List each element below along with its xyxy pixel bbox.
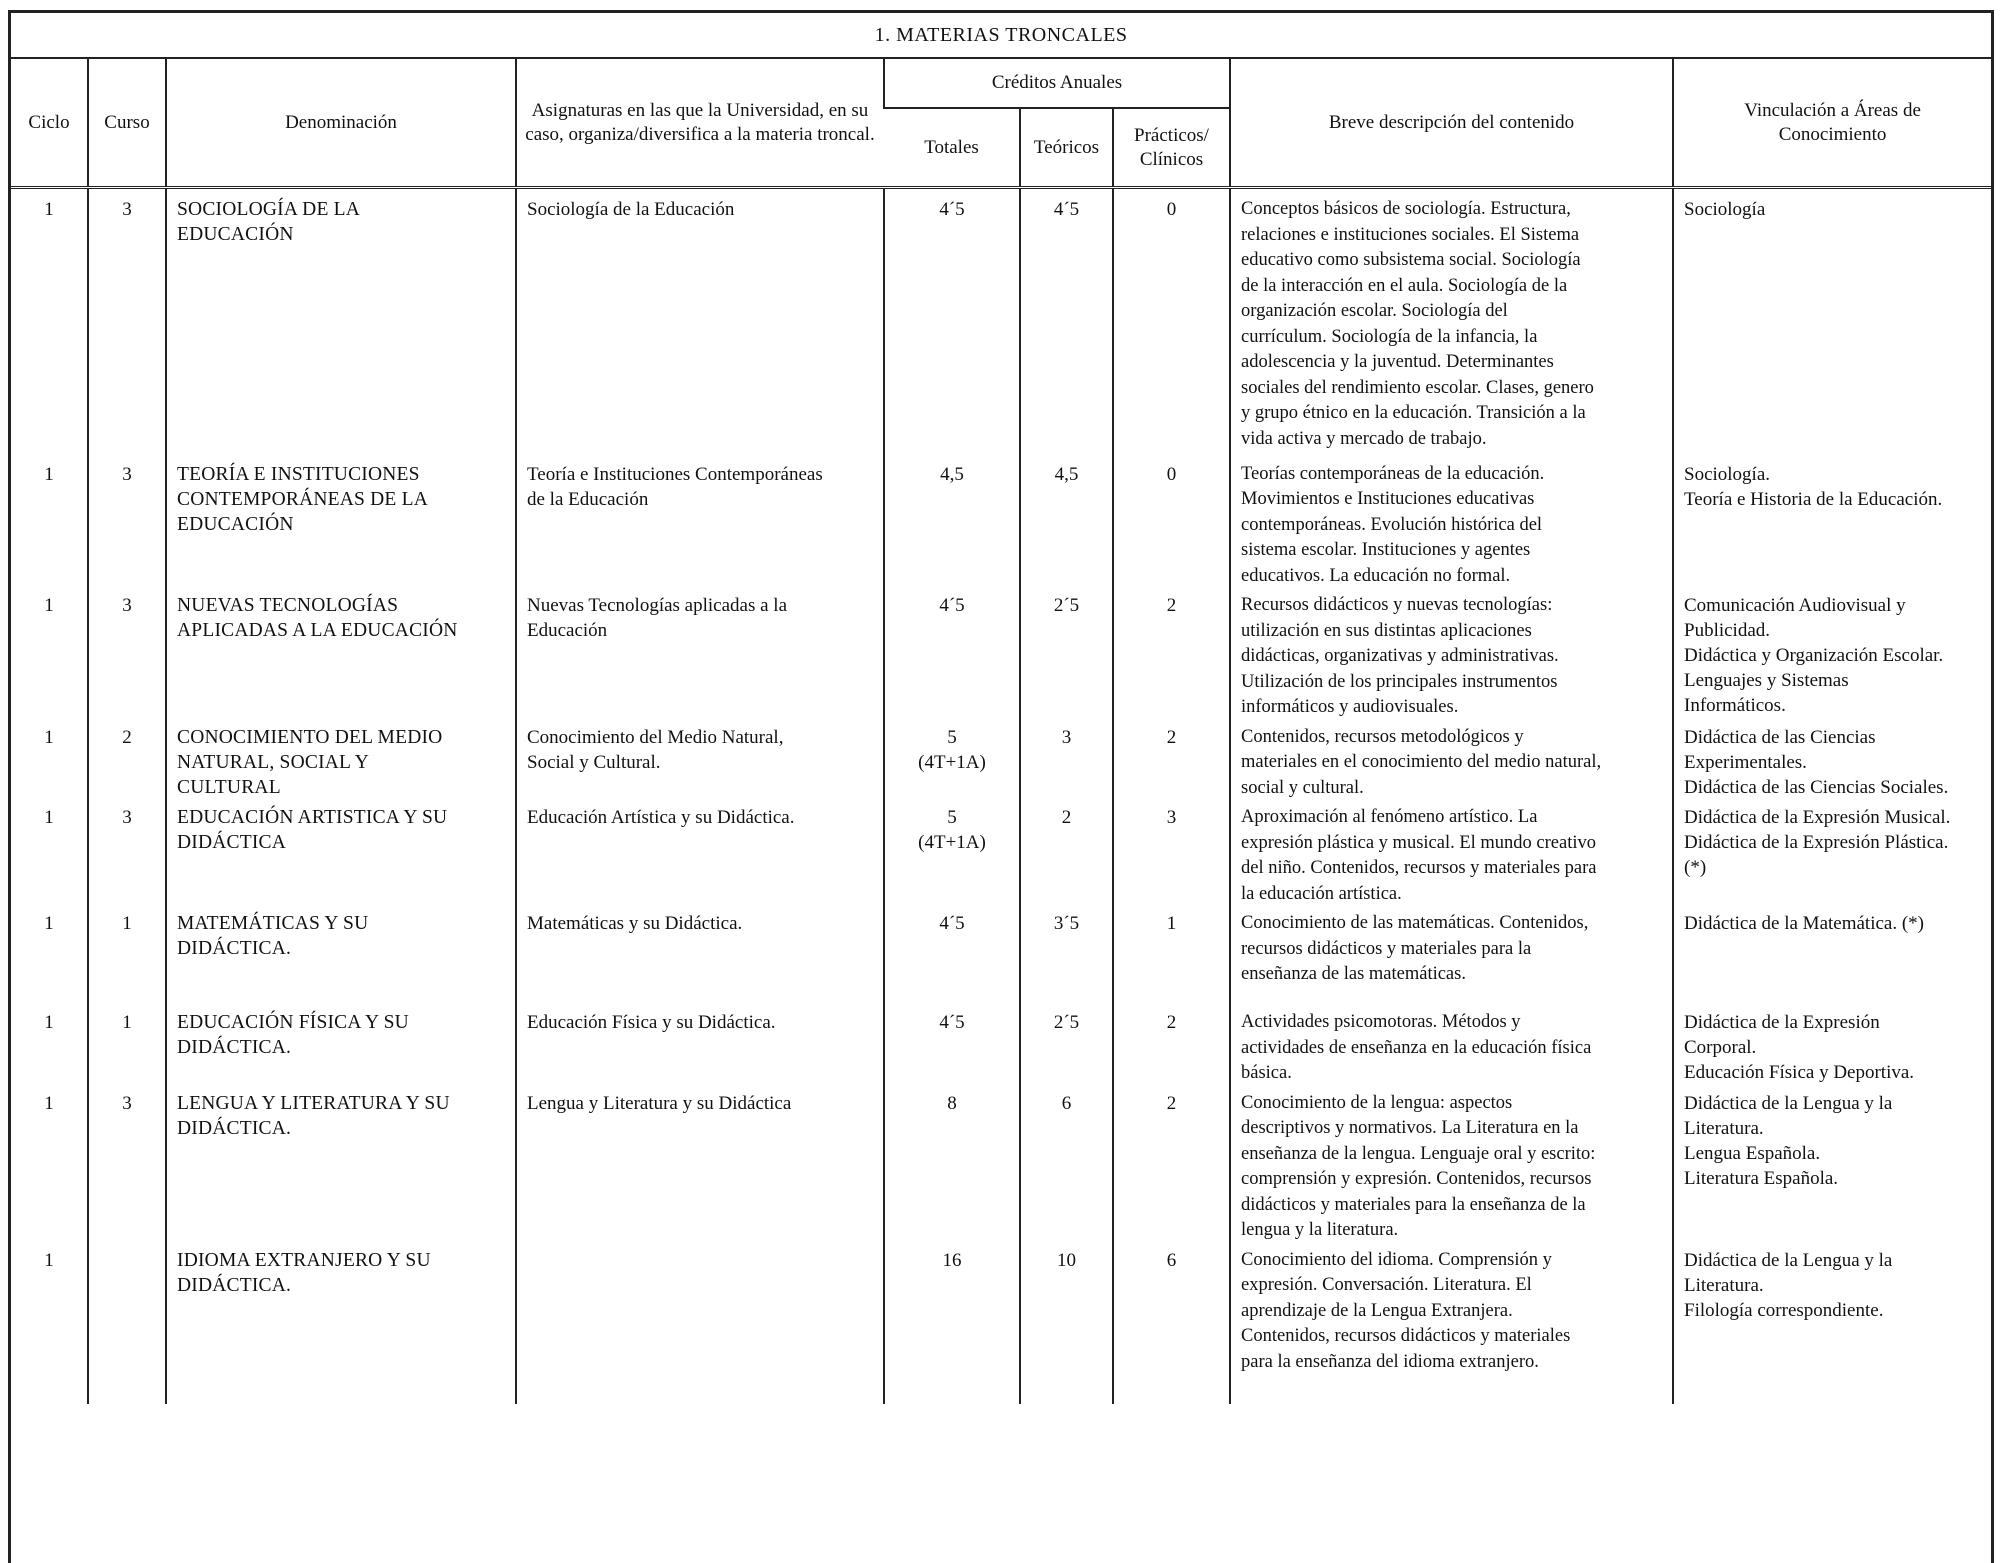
cell-ciclo: 1 [44,726,54,748]
cell-asignaturas-line: Educación Física y su Didáctica. [527,1012,776,1033]
materias-troncales-table [11,13,1991,1404]
cell-descripcion-line: Conocimiento de la lengua: aspectos [1241,1092,1513,1113]
cell-descripcion-line: Conceptos básicos de sociología. Estructura, [1241,199,1571,219]
cell-vinculacion-line: Experimentales. [1684,751,1807,773]
header-teoricos: Teóricos [1020,108,1113,186]
cell-totales [884,458,1020,590]
cell-descripcion [1230,801,1673,907]
cell-curso: 3 [88,1087,166,1244]
cell-vinculacion-line: Lenguajes y Sistemas [1684,670,1849,691]
cell-asignaturas-line: Lengua y Literatura y su Didáctica [527,1092,792,1114]
cell-totales [884,801,1020,907]
cell-asignaturas-line: Sociología de la Educación [527,199,735,220]
cell-asignaturas-line: Nuevas Tecnologías aplicadas a la [527,595,787,616]
cell-descripcion [1230,907,1673,1006]
table-row [11,907,1991,1006]
cell-curso: 1 [88,907,166,1006]
cell-descripcion-line: básica. [1241,1063,1292,1083]
cell-descripcion-line: enseñanza de las matemáticas. [1241,964,1466,984]
cell-descripcion [1230,1244,1673,1404]
cell-teoricos: 3 [1020,721,1113,802]
cell-descripcion-line: organización escolar. Sociología del [1241,301,1508,321]
cell-descripcion-line: didácticos y materiales para la enseñanza de la [1241,1194,1586,1215]
cell-vinculacion-line: Sociología. [1684,463,1771,485]
cell-denominacion [166,907,516,1006]
cell-denominacion-line: DIDÁCTICA. [177,1117,292,1139]
cell-descripcion-line: currículum. Sociología de la infancia, la [1241,326,1538,347]
cell-descripcion-line: educativo como subsistema social. Sociología [1241,250,1581,270]
cell-asignaturas-line: Educación [527,620,608,641]
header-practicos: Prácticos/ Clínicos [1113,108,1230,186]
table-body [11,188,1991,1404]
cell-vinculacion-line: Didáctica y Organización Escolar. [1684,645,1944,666]
cell-totales [884,1087,1020,1244]
cell-denominacion-line: MATEMÁTICAS Y SU [177,913,369,934]
cell-denominacion [166,1087,516,1244]
cell-asignaturas-line: Conocimiento del Medio Natural, [527,726,784,748]
cell-vinculacion-line: Educación Física y Deportiva. [1684,1062,1915,1083]
cell-descripcion-line: contemporáneas. Evolución histórica del [1241,514,1543,535]
cell-descripcion-line: Teorías contemporáneas de la educación. [1241,463,1545,484]
cell-teoricos: 2´5 [1020,589,1113,721]
cell-vinculacion [1673,1087,1991,1244]
header-vinculacion: Vinculación a Áreas de Conocimiento [1673,58,1991,186]
cell-denominacion-line: DIDÁCTICA. [177,1037,292,1058]
cell-denominacion-line: EDUCACIÓN [177,224,294,245]
cell-descripcion-line: descriptivos y normativos. La Literatura en la [1241,1118,1579,1138]
cell-denominacion [166,1244,516,1404]
cell-descripcion-line: recursos didácticos y materiales para la [1241,938,1532,959]
cell-totales [884,907,1020,1006]
cell-denominacion-line: TEORÍA E INSTITUCIONES [177,463,420,485]
cell-ciclo: 1 [44,807,54,828]
cell-descripcion-line: adolescencia y la juventud. Determinantes [1241,352,1554,372]
cell-curso: 3 [88,801,166,907]
cell-descripcion-line: didácticas, organizativas y administrativas. [1241,646,1559,666]
cell-denominacion-line: NATURAL, SOCIAL Y [177,751,370,773]
cell-asignaturas [516,458,884,590]
cell-descripcion-line: Contenidos, recursos didácticos y materiales [1241,1326,1571,1346]
cell-descripcion-line: vida activa y mercado de trabajo. [1241,428,1487,449]
cell-descripcion-line: relaciones e instituciones sociales. El Sistema [1241,224,1580,245]
cell-teoricos: 10 [1020,1244,1113,1404]
cell-teoricos: 2´5 [1020,1006,1113,1087]
cell-descripcion-line: Utilización de los principales instrumentos [1241,671,1558,692]
cell-vinculacion-line: Corporal. [1684,1037,1757,1058]
header-ciclo: Ciclo [28,111,70,133]
cell-vinculacion-line: Literatura. [1684,1117,1764,1139]
cell-vinculacion-line: Didáctica de la Expresión Plástica. [1684,832,1949,853]
cell-asignaturas [516,1087,884,1244]
cell-teoricos: 4´5 [1020,188,1113,458]
cell-descripcion-line: informáticos y audiovisuales. [1241,697,1459,717]
table-row [11,1244,1991,1404]
cell-vinculacion-line: Didáctica de la Expresión [1684,1012,1880,1033]
cell-denominacion-line: DIDÁCTICA. [177,1274,292,1296]
cell-denominacion-line: SOCIOLOGÍA DE LA [177,199,361,220]
cell-vinculacion-line: Didáctica de la Lengua y la [1684,1249,1893,1271]
cell-asignaturas-line: Matemáticas y su Didáctica. [527,913,743,934]
cell-curso: 2 [88,721,166,802]
cell-denominacion-line: EDUCACIÓN FÍSICA Y SU [177,1012,409,1033]
cell-ciclo: 1 [44,1249,54,1271]
cell-curso: 1 [88,1006,166,1087]
cell-denominacion-line: DIDÁCTICA [177,832,287,853]
cell-teoricos: 4,5 [1020,458,1113,590]
cell-descripcion-line: social y cultural. [1241,777,1364,798]
cell-ciclo: 1 [44,1012,54,1033]
cell-vinculacion-line: Literatura Española. [1684,1167,1839,1189]
cell-practicos: 6 [1113,1244,1230,1404]
cell-asignaturas-line: Teoría e Instituciones Contemporáneas [527,463,823,485]
header-curso: Curso [88,58,166,186]
cell-vinculacion-line: Sociología [1684,199,1766,220]
document-sheet [8,10,1994,1563]
cell-vinculacion [1673,1244,1991,1404]
cell-vinculacion-line: Teoría e Historia de la Educación. [1684,488,1943,510]
header-denominacion: Denominación [166,58,516,186]
cell-descripcion-line: Movimientos e Instituciones educativas [1241,489,1535,509]
cell-descripcion [1230,1087,1673,1244]
cell-descripcion-line: sociales del rendimiento escolar. Clases, genero [1241,377,1594,398]
cell-descripcion-line: expresión. Conversación. Literatura. El [1241,1275,1532,1295]
cell-denominacion-line: CONTEMPORÁNEAS DE LA [177,488,429,510]
cell-denominacion [166,589,516,721]
cell-vinculacion-line: Didáctica de la Lengua y la [1684,1092,1893,1114]
cell-denominacion-line: DIDÁCTICA. [177,938,292,959]
cell-teoricos: 6 [1020,1087,1113,1244]
cell-vinculacion [1673,458,1991,590]
cell-descripcion-line: aprendizaje de la Lengua Extranjera. [1241,1300,1513,1321]
cell-totales-line: 4´5 [939,595,965,616]
cell-vinculacion-line: Lengua Española. [1684,1142,1821,1164]
cell-practicos: 2 [1113,1087,1230,1244]
cell-descripcion [1230,1006,1673,1087]
cell-totales-line: 4´5 [939,913,965,934]
table-row [11,188,1991,458]
cell-asignaturas [516,188,884,458]
cell-totales-line: 4,5 [940,463,964,485]
cell-vinculacion [1673,1006,1991,1087]
cell-descripcion-line: Contenidos, recursos metodológicos y [1241,726,1524,747]
cell-ciclo: 1 [44,199,54,220]
cell-totales [884,589,1020,721]
cell-totales-line: 8 [947,1092,957,1114]
cell-descripcion-line: materiales en el conocimiento del medio natural, [1241,752,1602,772]
cell-asignaturas-line: Educación Artística y su Didáctica. [527,807,795,828]
cell-practicos: 2 [1113,1006,1230,1087]
cell-asignaturas [516,1244,884,1404]
cell-curso: 3 [88,188,166,458]
cell-descripcion-line: de la interacción en el aula. Sociología de la [1241,275,1568,296]
header-asignaturas: Asignaturas en las que la Universidad, en su caso, organiza/diversifica a la materia troncal. [516,58,884,186]
cell-totales [884,188,1020,458]
cell-descripcion-line: Recursos didácticos y nuevas tecnologías: [1241,595,1553,615]
cell-practicos: 1 [1113,907,1230,1006]
cell-asignaturas-line: de la Educación [527,488,649,510]
cell-descripcion-line: utilización en sus distintas aplicaciones [1241,620,1532,641]
cell-vinculacion-line: Filología correspondiente. [1684,1299,1884,1321]
cell-denominacion-line: CONOCIMIENTO DEL MEDIO [177,726,443,748]
cell-totales-line: 16 [942,1249,962,1271]
cell-denominacion-line: EDUCACIÓN ARTISTICA Y SU [177,807,448,828]
cell-practicos: 3 [1113,801,1230,907]
cell-descripcion-line: Conocimiento de las matemáticas. Contenidos, [1241,913,1589,933]
cell-descripcion [1230,721,1673,802]
cell-denominacion-line: EDUCACIÓN [177,513,294,535]
table-row [11,801,1991,907]
cell-vinculacion-line: Didáctica de la Matemática. (*) [1684,913,1925,934]
cell-descripcion-line: educativos. La educación no formal. [1241,565,1511,586]
cell-ciclo: 1 [44,595,54,616]
cell-vinculacion-line: Comunicación Audiovisual y [1684,595,1906,616]
cell-descripcion-line: expresión plástica y musical. El mundo creativo [1241,832,1596,853]
cell-denominacion-line: LENGUA Y LITERATURA Y SU [177,1092,450,1114]
table-row [11,589,1991,721]
cell-descripcion-line: sistema escolar. Instituciones y agentes [1241,540,1531,560]
cell-practicos: 0 [1113,188,1230,458]
cell-descripcion-line: Aproximación al fenómeno artístico. La [1241,807,1538,827]
cell-curso [88,1244,166,1404]
header-totales: Totales [884,108,1020,186]
cell-asignaturas [516,907,884,1006]
cell-totales [884,1006,1020,1087]
cell-denominacion-line: APLICADAS A LA EDUCACIÓN [177,620,458,641]
cell-asignaturas-line: Social y Cultural. [527,751,661,773]
header-descripcion: Breve descripción del contenido [1230,58,1673,186]
cell-curso: 3 [88,589,166,721]
table-row [11,721,1991,802]
cell-totales-line: 5 [947,807,957,828]
header-creditos-anuales: Créditos Anuales [884,58,1230,108]
cell-denominacion [166,1006,516,1087]
cell-practicos: 2 [1113,721,1230,802]
cell-asignaturas [516,801,884,907]
cell-descripcion-line: enseñanza de la lengua. Lenguaje oral y escrito: [1241,1143,1596,1164]
cell-totales-line: 4´5 [939,1012,965,1033]
cell-descripcion-line: la educación artística. [1241,883,1402,904]
cell-practicos: 0 [1113,458,1230,590]
cell-vinculacion-line: Didáctica de las Ciencias Sociales. [1684,776,1949,798]
cell-vinculacion-line: Didáctica de las Ciencias [1684,726,1876,748]
cell-ciclo: 1 [44,463,54,485]
table-row [11,1087,1991,1244]
table-title: 1. MATERIAS TRONCALES [11,13,1991,58]
cell-descripcion-line: actividades de enseñanza en la educación física [1241,1037,1592,1058]
cell-descripcion-line: Actividades psicomotoras. Métodos y [1241,1012,1521,1032]
cell-descripcion-line: comprensión y expresión. Contenidos, recursos [1241,1169,1592,1189]
cell-vinculacion [1673,801,1991,907]
cell-descripcion-line: del niño. Contenidos, recursos y materiales para [1241,858,1597,878]
cell-descripcion [1230,188,1673,458]
cell-totales [884,1244,1020,1404]
cell-denominacion [166,801,516,907]
cell-vinculacion [1673,907,1991,1006]
cell-denominacion-line: CULTURAL [177,776,281,798]
cell-descripcion-line: y grupo étnico en la educación. Transición a la [1241,403,1586,423]
cell-ciclo: 1 [44,1092,54,1114]
cell-vinculacion [1673,188,1991,458]
cell-descripcion-line: para la enseñanza del idioma extranjero. [1241,1351,1539,1372]
cell-denominacion-line: NUEVAS TECNOLOGÍAS [177,595,399,616]
cell-ciclo: 1 [44,913,54,934]
cell-descripcion [1230,458,1673,590]
cell-denominacion [166,458,516,590]
cell-descripcion-line: Conocimiento del idioma. Comprensión y [1241,1249,1552,1270]
cell-vinculacion [1673,721,1991,802]
cell-denominacion [166,188,516,458]
cell-totales [884,721,1020,802]
cell-denominacion-line: IDIOMA EXTRANJERO Y SU [177,1249,431,1271]
cell-asignaturas [516,589,884,721]
cell-asignaturas [516,721,884,802]
table-row [11,458,1991,590]
cell-descripcion-line: lengua y la literatura. [1241,1220,1399,1240]
cell-descripcion [1230,589,1673,721]
cell-asignaturas [516,1006,884,1087]
cell-curso: 3 [88,458,166,590]
cell-vinculacion-line: Didáctica de la Expresión Musical. [1684,807,1951,828]
cell-vinculacion-line: Publicidad. [1684,620,1771,641]
cell-totales-line: 4´5 [939,199,965,220]
table-row [11,1006,1991,1087]
cell-totales-line: 5 [947,726,957,748]
cell-vinculacion-line: Informáticos. [1684,695,1786,716]
cell-totales-line: (4T+1A) [918,832,986,853]
cell-vinculacion [1673,589,1991,721]
cell-practicos: 2 [1113,589,1230,721]
cell-vinculacion-line: Literatura. [1684,1274,1764,1296]
cell-teoricos: 3´5 [1020,907,1113,1006]
cell-denominacion [166,721,516,802]
cell-totales-line: (4T+1A) [918,751,986,773]
cell-vinculacion-line: (*) [1684,857,1707,878]
cell-teoricos: 2 [1020,801,1113,907]
